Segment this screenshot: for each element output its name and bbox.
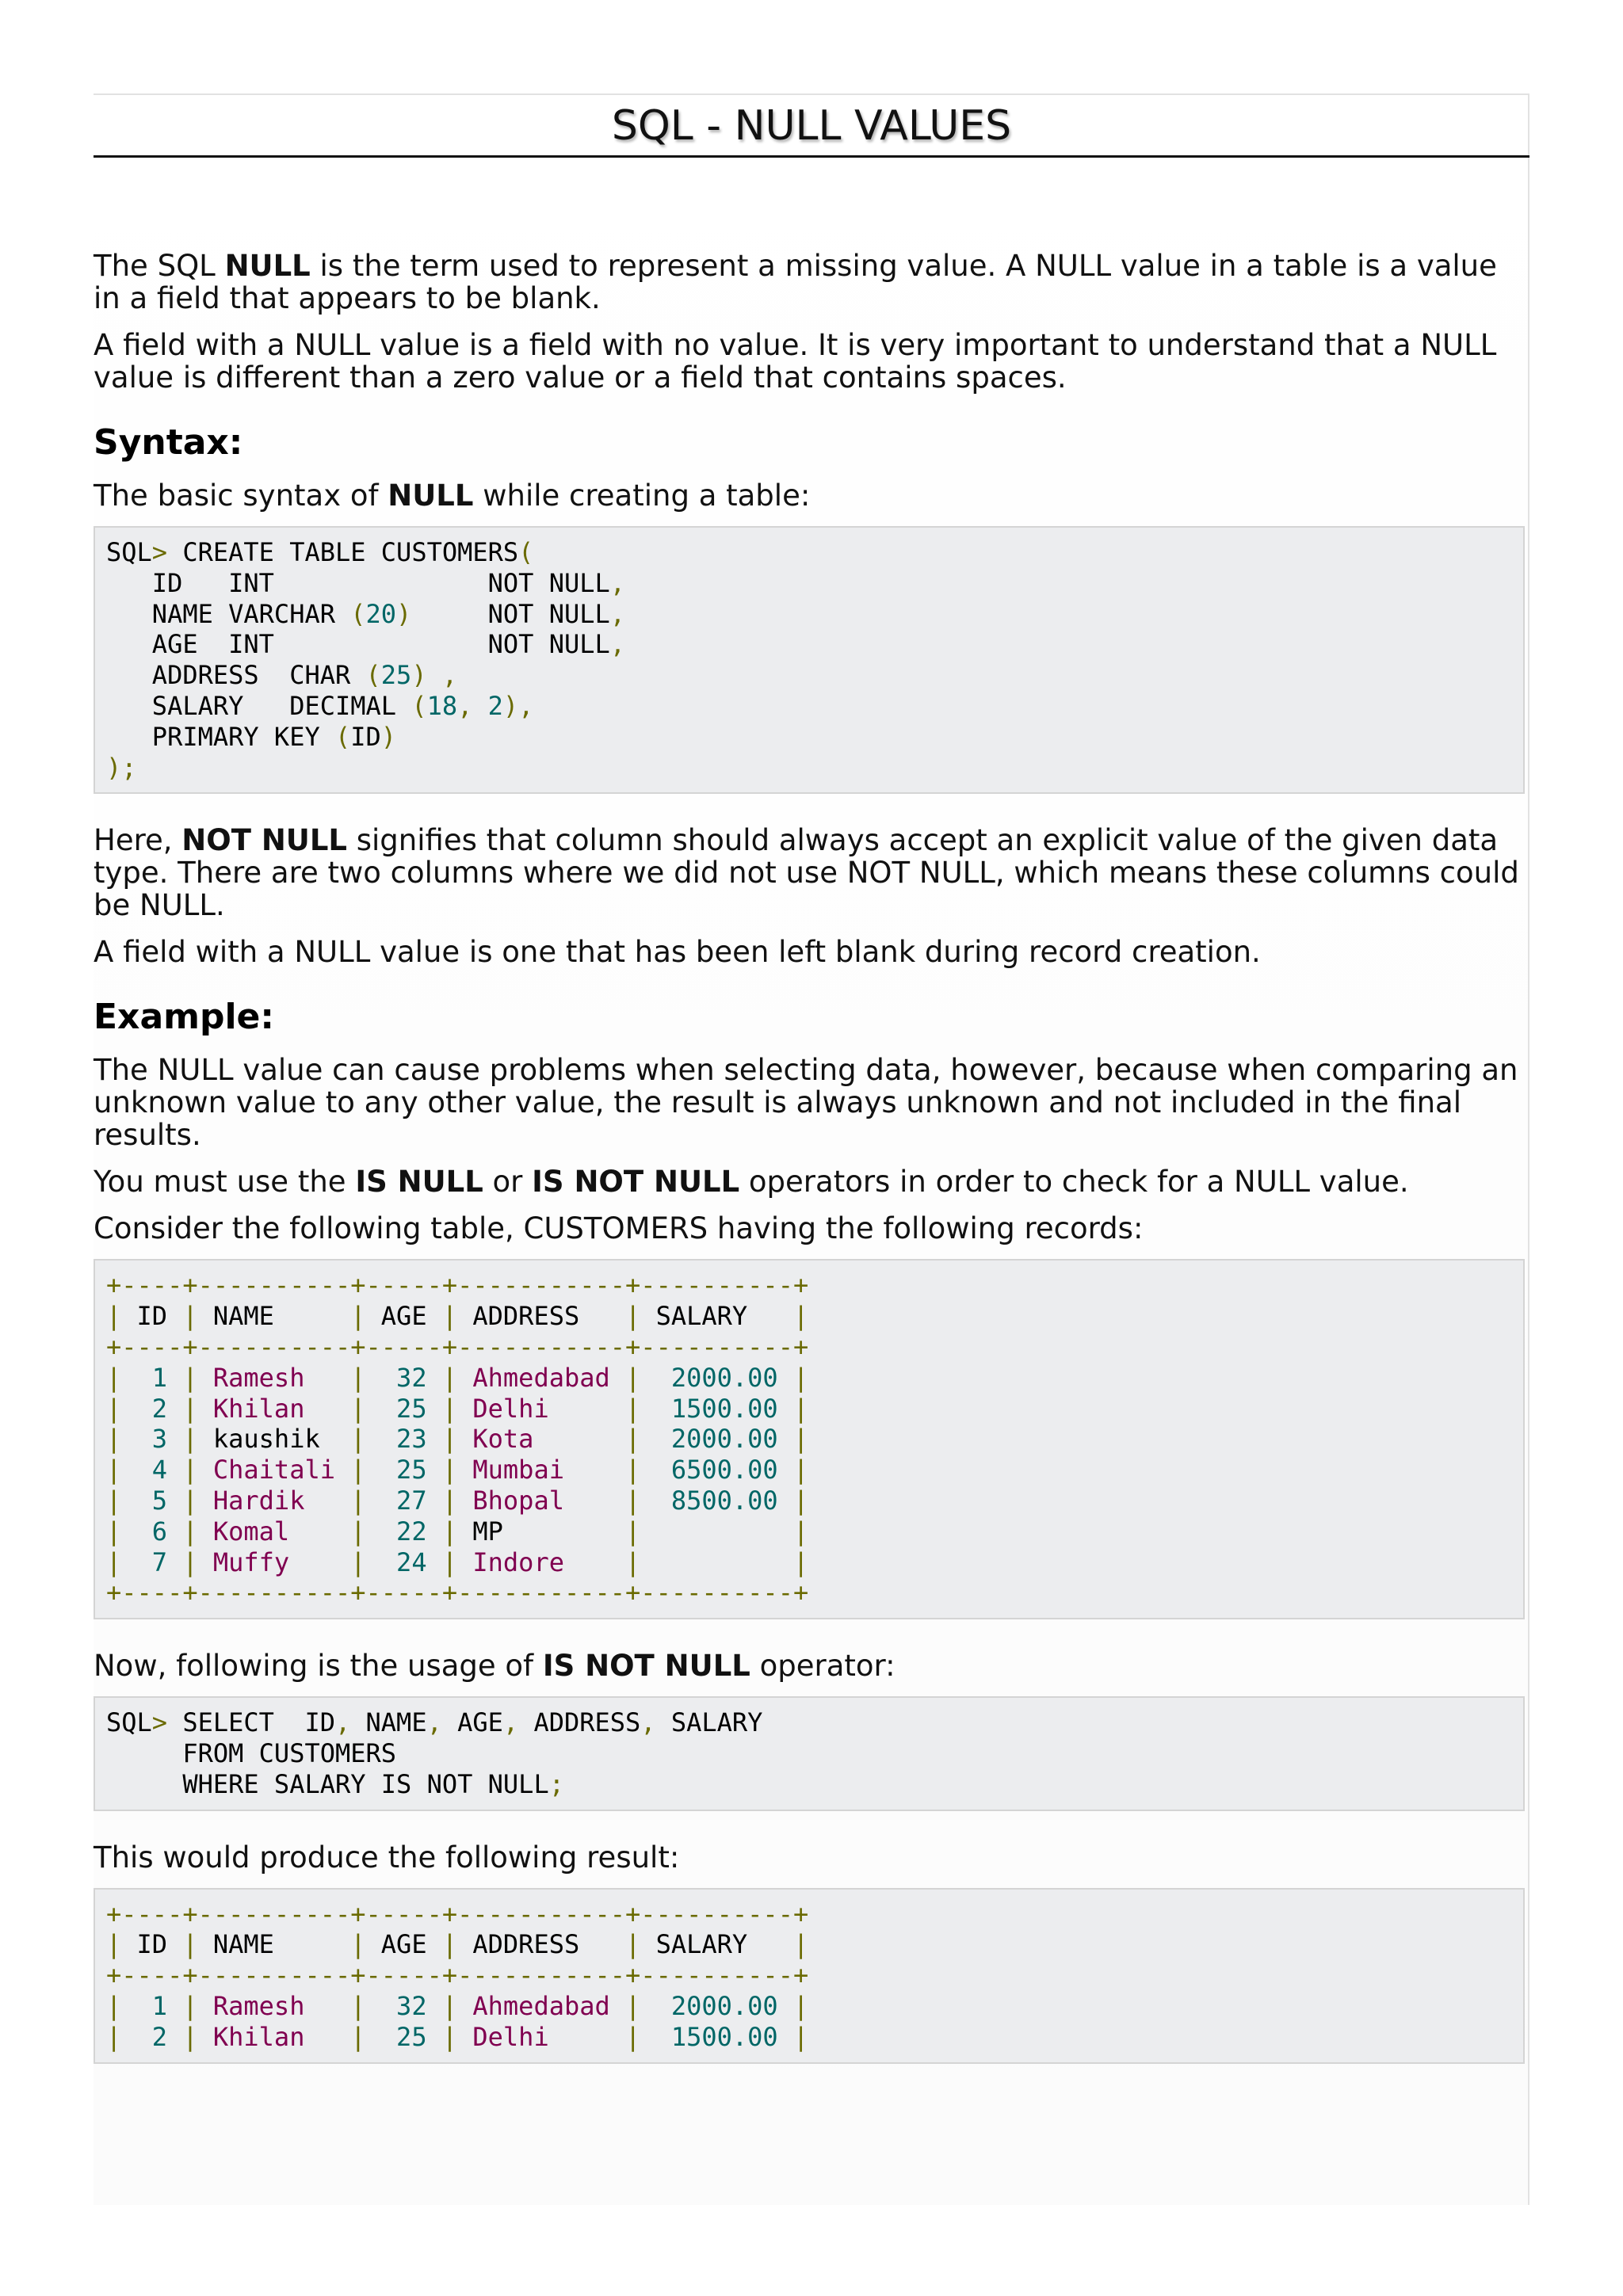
example-paragraph-4 [94,1650,1529,1682]
intro-paragraph-2: A field with a NULL value is a field with no value. It is very important to understand that a NULL value is different than a zero value or a field that contains spaces. [94,328,1497,395]
bold-term: IS NULL [355,1165,483,1199]
example-heading: Example: [94,997,274,1038]
syntax-code-block: SQL> CREATE TABLE CUSTOMERS( ID INT NOT NULL, NAME VARCHAR (20) NOT NULL, AGE INT NOT NULL, ADDRESS CHAR (25) , SALARY DECIMAL (18, 2), PRIMARY KEY (ID) ); [94,526,1525,794]
bold-term: IS NOT NULL [542,1649,750,1684]
query-code-block: SQL> SELECT ID, NAME, AGE, ADDRESS, SALARY FROM CUSTOMERS WHERE SALARY IS NOT NULL; [94,1696,1525,1810]
page-title: SQL - NULL VALUES [94,95,1529,158]
document-body [94,250,1529,2064]
bold-term: IS NOT NULL [532,1165,740,1199]
syntax-heading: Syntax: [94,422,243,463]
text: operator: [750,1649,896,1684]
text: Here, [94,823,182,858]
text: You must use the [94,1165,356,1199]
example-paragraph-2 [94,1165,1529,1198]
text: Now, following is the usage of [94,1649,543,1684]
result-table-block: +----+----------+-----+-----------+----------+ | ID | NAME | AGE | ADDRESS | SALARY | +----+----------+-----+-----------+----------+ | 1 | Ramesh | 32 | Ahmedabad | 2000.00 | | 2 | Khilan | 25 | Delhi | 1500.00 | [94,1888,1525,2064]
intro-paragraph-1 [94,250,1529,315]
bold-term: NULL [224,249,311,283]
text: The basic syntax of [94,479,388,513]
customers-table-block: +----+----------+-----+-----------+----------+ | ID | NAME | AGE | ADDRESS | SALARY | +----+----------+-----+-----------+----------+ | 1 | Ramesh | 32 | Ahmedabad | 2000.00 | | 2 | Khilan | 25 | Delhi | 1500.00 | | 3 | kaushik | 23 | Kota | 2000.00 | | 4 | Chaitali | 25 | Mumbai | 6500.00 | | 5 | Hardik | 27 | Bhopal | 8500.00 | | 6 | Komal | 22 | MP | | | 7 | Muffy | 24 | Indore | | +----+----------+-----+-----------+----------+ [94,1259,1525,1619]
text: or [483,1165,533,1199]
text: is the term used to represent a missing value. A NULL value in a table is a value in a field that appears to be blank. [94,249,1497,315]
text: signifies that column should always accept an explicit value of the given data type. There are two columns where we did not use NOT NULL, which means these columns could be NULL. [94,823,1519,923]
text: while creating a table: [473,479,811,513]
text: operators in order to check for a NULL value. [739,1165,1409,1199]
bold-term: NOT NULL [181,823,347,858]
example-paragraph-3: Consider the following table, CUSTOMERS having the following records: [94,1211,1144,1246]
bold-term: NULL [388,479,474,513]
not-null-explanation [94,824,1529,921]
example-paragraph-1: The NULL value can cause problems when selecting data, however, because when comparing an unknown value to any other value, the result is always unknown and not included in the final results. [94,1053,1518,1153]
example-paragraph-5: This would produce the following result: [94,1840,680,1875]
syntax-intro [94,479,1529,512]
document-page [94,93,1529,2205]
text: The SQL [94,249,225,283]
blank-field-note: A field with a NULL value is one that has been left blank during record creation. [94,935,1261,970]
